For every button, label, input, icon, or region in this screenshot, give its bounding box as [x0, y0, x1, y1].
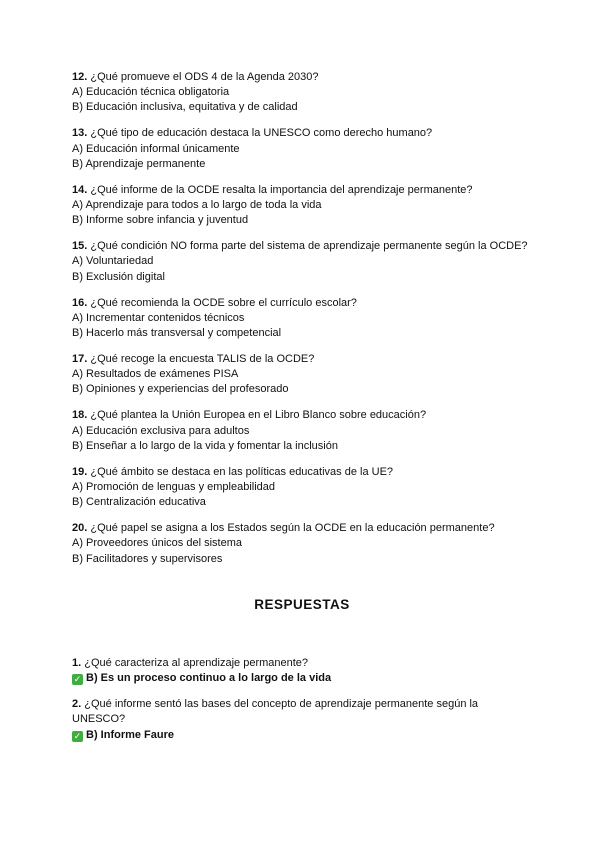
question-item [72, 296, 532, 342]
correct-answer: B) Informe Faure [86, 728, 175, 741]
option-a: A) Incrementar contenidos técnicos [72, 311, 245, 324]
question-text: ¿Qué papel se asigna a los Estados según la OCDE en la educación permanente? [90, 522, 495, 535]
question-number: 14. [72, 183, 88, 196]
option-a: A) Voluntariedad [72, 255, 154, 268]
option-b: B) Centralización educativa [72, 496, 206, 509]
option-a: A) Educación técnica obligatoria [72, 86, 230, 99]
option-b: B) Educación inclusiva, equitativa y de calidad [72, 101, 298, 114]
question-text: ¿Qué caracteriza al aprendizaje permanente? [84, 657, 309, 670]
option-b: B) Informe sobre infancia y juventud [72, 214, 249, 227]
question-text: ¿Qué informe sentó las bases del concepto de aprendizaje permanente según la UNESCO? [72, 698, 479, 726]
question-number: 19. [72, 465, 88, 478]
answers-heading: RESPUESTAS [254, 596, 350, 612]
option-a: A) Educación informal únicamente [72, 142, 240, 155]
option-b: B) Hacerlo más transversal y competencial [72, 327, 282, 340]
question-text: ¿Qué promueve el ODS 4 de la Agenda 2030? [90, 71, 319, 83]
option-a: A) Educación exclusiva para adultos [72, 424, 250, 437]
document-page [72, 70, 532, 754]
question-item [72, 352, 532, 398]
question-number: 2. [72, 698, 82, 711]
question-number: 1. [72, 657, 82, 670]
option-a: A) Promoción de lenguas y empleabilidad [72, 481, 276, 494]
question-number: 17. [72, 353, 88, 366]
question-item [72, 521, 532, 567]
question-item [72, 239, 532, 285]
question-number: 16. [72, 296, 88, 309]
question-item [72, 126, 532, 172]
option-b: B) Opiniones y experiencias del profesorado [72, 383, 289, 396]
question-text: ¿Qué tipo de educación destaca la UNESCO como derecho humano? [90, 127, 433, 140]
question-item [72, 70, 532, 116]
check-mark-icon: ✓ [73, 730, 82, 741]
question-number: 13. [72, 127, 88, 140]
question-text: ¿Qué recoge la encuesta TALIS de la OCDE? [90, 353, 315, 366]
question-text: ¿Qué recomienda la OCDE sobre el currículo escolar? [90, 296, 357, 309]
question-text: ¿Qué plantea la Unión Europea en el Libro Blanco sobre educación? [90, 409, 427, 422]
question-text: ¿Qué informe de la OCDE resalta la importancia del aprendizaje permanente? [90, 183, 473, 196]
question-list [72, 70, 532, 567]
option-a: A) Proveedores únicos del sistema [72, 537, 242, 550]
check-mark-icon: ✓ [73, 674, 82, 685]
option-b: B) Aprendizaje permanente [72, 157, 206, 170]
question-item [72, 183, 532, 229]
option-a: A) Aprendizaje para todos a lo largo de toda la vida [72, 199, 322, 212]
option-b: B) Exclusión digital [72, 270, 165, 283]
question-number: 15. [72, 240, 88, 253]
option-b: B) Facilitadores y supervisores [72, 552, 223, 565]
question-text: ¿Qué condición NO forma parte del sistema de aprendizaje permanente según la OCDE? [90, 240, 528, 253]
answer-list [72, 656, 532, 743]
answer-item [72, 656, 532, 686]
question-text: ¿Qué ámbito se destaca en las políticas educativas de la UE? [90, 465, 394, 478]
question-item [72, 465, 532, 511]
question-number: 12. [72, 71, 88, 83]
option-a: A) Resultados de exámenes PISA [72, 368, 239, 381]
question-number: 20. [72, 522, 88, 535]
option-b: B) Enseñar a lo largo de la vida y fomentar la inclusión [72, 439, 338, 452]
question-number: 18. [72, 409, 88, 422]
answer-item [72, 697, 532, 743]
question-item [72, 408, 532, 454]
correct-answer: B) Es un proceso continuo a lo largo de la vida [86, 672, 332, 685]
